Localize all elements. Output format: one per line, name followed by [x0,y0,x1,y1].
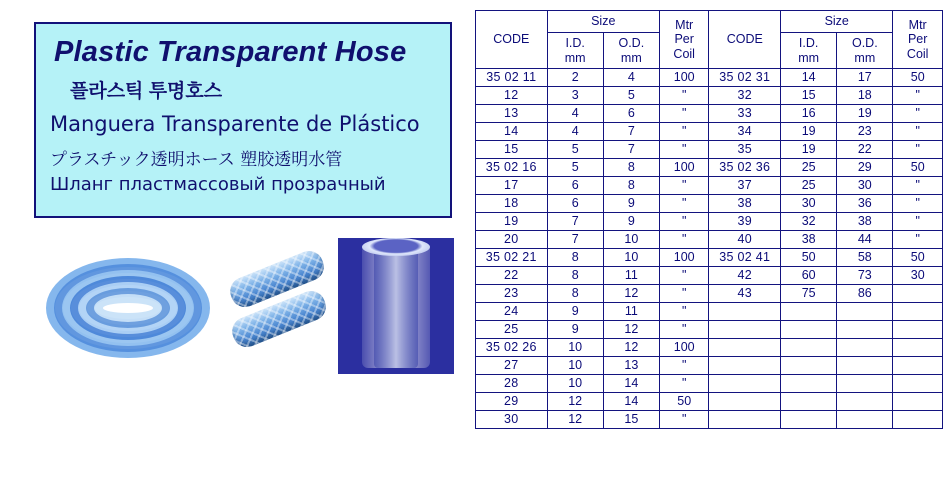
cell-mtr-right: " [893,213,943,231]
cell-code-left: 25 [476,321,548,339]
cell-code-right: 34 [709,123,781,141]
header-mtr-line1: Mtr [675,17,694,32]
cell-id-right: 25 [781,159,837,177]
cell-id-right: 30 [781,195,837,213]
specification-table-body [476,69,943,429]
cell-id-left: 5 [547,141,603,159]
cell-od-left: 11 [603,303,659,321]
table-row [476,249,943,267]
header-code-right: CODE [709,11,781,69]
cell-mtr-right [893,357,943,375]
cell-od-left: 6 [603,105,659,123]
cell-od-right: 73 [837,267,893,285]
cell-code-right: 35 [709,141,781,159]
cell-mtr-left: " [659,141,709,159]
cell-mtr-left: " [659,213,709,231]
cell-id-left: 6 [547,195,603,213]
cell-id-left: 8 [547,267,603,285]
cell-mtr-left: " [659,321,709,339]
cell-mtr-left: " [659,177,709,195]
cell-od-right: 19 [837,105,893,123]
cell-mtr-left: 100 [659,249,709,267]
cell-code-right: 33 [709,105,781,123]
header-od-left-unit: mm [620,50,642,65]
cell-mtr-left: " [659,105,709,123]
cell-mtr-right: " [893,177,943,195]
cell-id-left: 4 [547,105,603,123]
cell-mtr-right: 30 [893,267,943,285]
table-row [476,303,943,321]
cell-mtr-right: 50 [893,249,943,267]
table-row [476,393,943,411]
cell-code-right: 35 02 41 [709,249,781,267]
cell-id-left: 10 [547,375,603,393]
cell-code-right [709,357,781,375]
cell-od-right: 23 [837,123,893,141]
cell-code-left: 23 [476,285,548,303]
cell-id-left: 7 [547,213,603,231]
product-illustration-panel [0,0,470,492]
cell-code-right: 42 [709,267,781,285]
cell-mtr-right: " [893,195,943,213]
cell-od-right: 38 [837,213,893,231]
header-mtr-left [659,11,709,69]
header-mtr-line3: Coil [673,46,695,61]
cell-code-left: 14 [476,123,548,141]
cell-od-right: 22 [837,141,893,159]
title-korean: 플라스틱 투명호스 [70,81,223,102]
header-code-left: CODE [476,11,548,69]
cell-id-right [781,339,837,357]
cell-id-right: 60 [781,267,837,285]
coiled-blue-hose-photo [34,238,220,374]
cell-id-left: 8 [547,249,603,267]
cell-code-right: 38 [709,195,781,213]
table-row [476,141,943,159]
cell-od-left: 12 [603,321,659,339]
cell-code-left: 35 02 16 [476,159,548,177]
header-mtr-r-line2: Per [907,32,928,47]
table-row [476,375,943,393]
cell-code-right: 35 02 31 [709,69,781,87]
cell-mtr-right: 50 [893,69,943,87]
header-od-right-unit: mm [854,50,876,65]
cell-id-right: 32 [781,213,837,231]
cell-mtr-right: " [893,87,943,105]
cell-id-right [781,357,837,375]
cell-id-left: 10 [547,339,603,357]
cell-id-left: 7 [547,231,603,249]
cell-od-left: 14 [603,375,659,393]
cell-mtr-left: " [659,303,709,321]
cell-code-left: 29 [476,393,548,411]
cell-od-right: 36 [837,195,893,213]
cell-id-right: 75 [781,285,837,303]
table-row [476,123,943,141]
cell-mtr-left: " [659,123,709,141]
cell-code-left: 20 [476,231,548,249]
title-russian: Шланг пластмассовый прозрачный [50,174,386,195]
cell-od-right [837,357,893,375]
cell-code-right: 32 [709,87,781,105]
cell-mtr-right: " [893,141,943,159]
table-row [476,267,943,285]
cell-code-right: 39 [709,213,781,231]
header-od-right-label: O.D. [851,36,878,51]
cell-id-left: 3 [547,87,603,105]
cell-code-left: 17 [476,177,548,195]
header-id-right-unit: mm [798,50,820,65]
specification-table [475,10,943,429]
cell-code-right [709,321,781,339]
cell-mtr-left: 100 [659,339,709,357]
cell-od-right [837,339,893,357]
cell-id-left: 2 [547,69,603,87]
cell-code-right [709,393,781,411]
cell-code-left: 15 [476,141,548,159]
header-mtr-line2: Per [674,32,694,47]
cell-id-right: 19 [781,141,837,159]
cell-mtr-left: " [659,357,709,375]
cell-mtr-right [893,339,943,357]
cell-od-right: 18 [837,87,893,105]
cell-mtr-left: " [659,411,709,429]
table-row [476,87,943,105]
table-row [476,339,943,357]
cell-code-right [709,339,781,357]
table-row [476,159,943,177]
table-row [476,411,943,429]
cell-od-right: 30 [837,177,893,195]
table-row [476,177,943,195]
cell-mtr-right [893,303,943,321]
cell-od-right [837,375,893,393]
table-row [476,105,943,123]
cell-mtr-left: " [659,195,709,213]
cell-mtr-right: " [893,105,943,123]
cell-od-left: 7 [603,141,659,159]
cell-mtr-right: " [893,231,943,249]
coil-illustration [40,246,216,366]
cell-od-left: 5 [603,87,659,105]
cell-mtr-right: 50 [893,159,943,177]
cell-code-left: 24 [476,303,548,321]
cell-mtr-left: 50 [659,393,709,411]
cell-code-left: 12 [476,87,548,105]
cell-id-left: 9 [547,303,603,321]
cell-code-left: 35 02 21 [476,249,548,267]
page-title: Plastic Transparent Hose [54,36,407,68]
cell-od-right: 29 [837,159,893,177]
cell-mtr-left: " [659,285,709,303]
cell-od-left: 9 [603,213,659,231]
cell-code-left: 35 02 26 [476,339,548,357]
cell-id-right: 50 [781,249,837,267]
cell-id-right: 38 [781,231,837,249]
cell-id-right [781,321,837,339]
cell-mtr-right [893,375,943,393]
cell-code-right: 35 02 36 [709,159,781,177]
cell-code-right [709,411,781,429]
title-box [34,22,452,218]
header-id-right-label: I.D. [798,36,819,51]
specification-table-wrap [475,10,943,482]
cell-code-right: 43 [709,285,781,303]
cell-id-left: 4 [547,123,603,141]
cell-mtr-right [893,393,943,411]
header-id-left-unit: mm [564,50,586,65]
cell-od-left: 8 [603,159,659,177]
cell-mtr-right [893,321,943,339]
cell-id-left: 5 [547,159,603,177]
cell-code-left: 13 [476,105,548,123]
table-row [476,213,943,231]
header-od-left-label: O.D. [618,36,645,51]
header-id-left [547,33,603,69]
cell-code-left: 22 [476,267,548,285]
cell-od-left: 11 [603,267,659,285]
header-mtr-r-line3: Coil [906,46,929,61]
cell-od-right [837,393,893,411]
cell-code-left: 30 [476,411,548,429]
cell-od-left: 14 [603,393,659,411]
cell-id-left: 8 [547,285,603,303]
table-row [476,321,943,339]
cell-mtr-right [893,411,943,429]
cell-od-right [837,303,893,321]
cell-code-left: 27 [476,357,548,375]
header-size-right: Size [781,11,893,33]
cell-mtr-right [893,285,943,303]
title-spanish: Manguera Transparente de Plástico [50,112,420,136]
cell-mtr-left: " [659,87,709,105]
cell-od-left: 13 [603,357,659,375]
cell-id-left: 10 [547,357,603,375]
cell-od-left: 8 [603,177,659,195]
cell-id-left: 12 [547,393,603,411]
cell-code-left: 18 [476,195,548,213]
cell-mtr-left: 100 [659,159,709,177]
clear-tube-photo [338,238,454,374]
cell-od-right: 17 [837,69,893,87]
cell-mtr-left: 100 [659,69,709,87]
cell-id-left: 12 [547,411,603,429]
cell-od-right: 44 [837,231,893,249]
table-row [476,69,943,87]
header-mtr-right [893,11,943,69]
header-od-right [837,33,893,69]
cell-id-right [781,303,837,321]
cell-od-right [837,321,893,339]
cell-id-right [781,393,837,411]
cell-code-left: 35 02 11 [476,69,548,87]
cell-od-left: 4 [603,69,659,87]
cell-id-left: 6 [547,177,603,195]
cell-code-right [709,303,781,321]
header-od-left [603,33,659,69]
cell-code-left: 19 [476,213,548,231]
cell-od-left: 7 [603,123,659,141]
cell-id-left: 9 [547,321,603,339]
cell-id-right [781,375,837,393]
header-size-left: Size [547,11,659,33]
table-row [476,195,943,213]
cell-od-right: 86 [837,285,893,303]
cell-od-left: 15 [603,411,659,429]
cell-od-left: 12 [603,285,659,303]
cell-od-right: 58 [837,249,893,267]
header-id-left-label: I.D. [565,36,585,51]
header-mtr-r-line1: Mtr [908,17,927,32]
cell-id-right: 14 [781,69,837,87]
table-row [476,285,943,303]
cell-od-left: 10 [603,249,659,267]
cell-od-left: 9 [603,195,659,213]
cell-od-left: 12 [603,339,659,357]
cell-id-right: 16 [781,105,837,123]
braided-hose-photo [224,238,334,374]
cell-od-left: 10 [603,231,659,249]
table-header-row-1 [476,11,943,33]
cell-id-right: 19 [781,123,837,141]
photo-row [34,238,454,374]
cell-mtr-left: " [659,267,709,285]
cell-code-right [709,375,781,393]
table-row [476,357,943,375]
table-row [476,231,943,249]
cell-od-right [837,411,893,429]
cell-id-right [781,411,837,429]
header-id-right [781,33,837,69]
cell-code-right: 40 [709,231,781,249]
cell-mtr-right: " [893,123,943,141]
cell-mtr-left: " [659,231,709,249]
cell-code-left: 28 [476,375,548,393]
cell-code-right: 37 [709,177,781,195]
title-japanese-chinese: プラスチック透明ホース 塑胶透明水管 [50,150,343,170]
cell-id-right: 25 [781,177,837,195]
cell-id-right: 15 [781,87,837,105]
cell-mtr-left: " [659,375,709,393]
